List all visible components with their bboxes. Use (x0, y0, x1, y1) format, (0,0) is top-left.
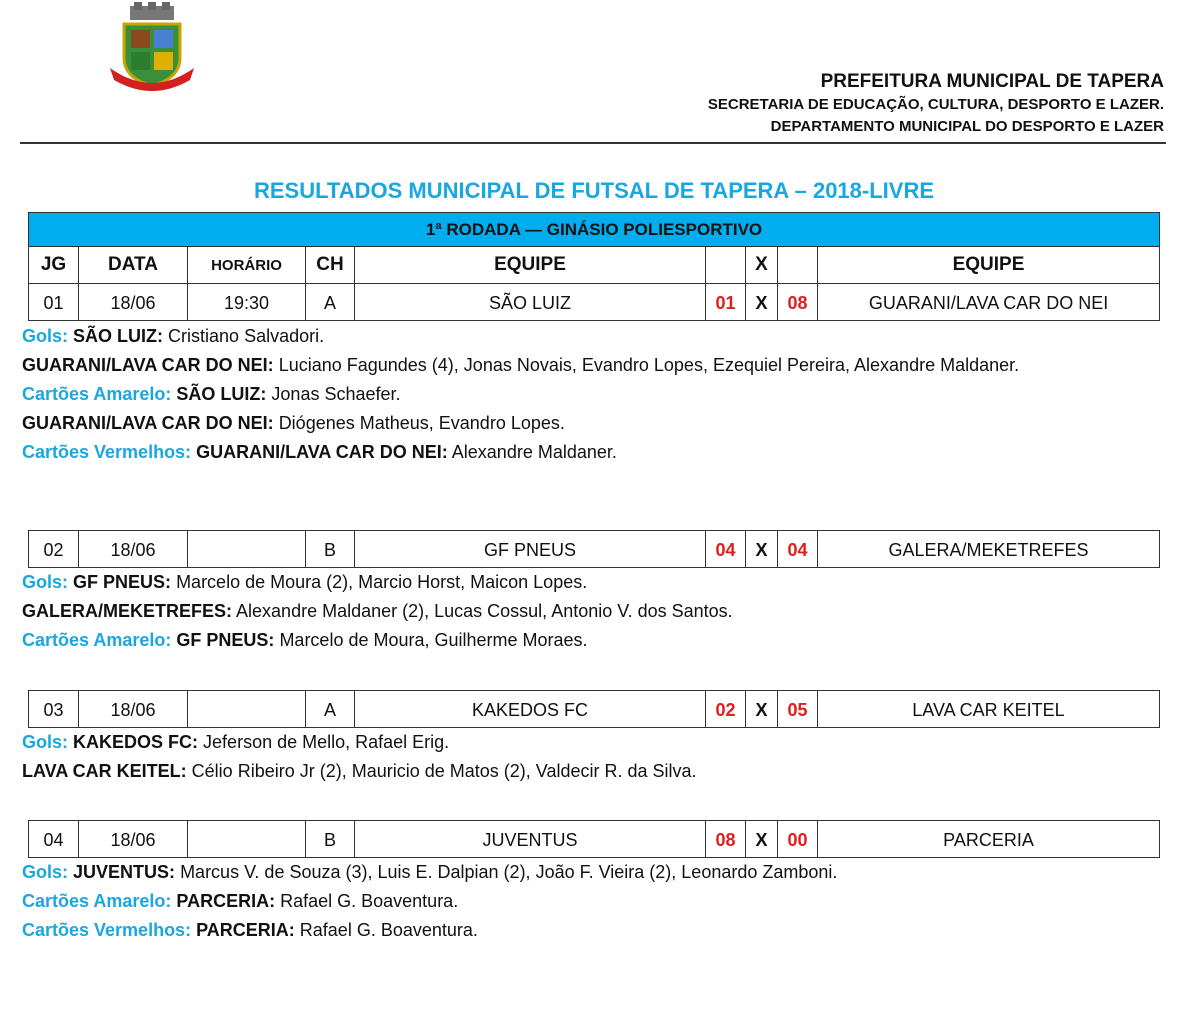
game-number: 03 (29, 691, 79, 728)
game-time (188, 531, 306, 568)
game-group: A (306, 691, 355, 728)
game-number: 01 (29, 284, 79, 321)
game-group: B (306, 531, 355, 568)
note-line: Cartões Amarelo: GF PNEUS: Marcelo de Moura, Guilherme Moraes. (22, 630, 588, 650)
note-line: Cartões Vermelhos: PARCERIA: Rafael G. Boaventura. (22, 920, 478, 940)
note-line: Gols: JUVENTUS: Marcus V. de Souza (3), Luis E. Dalpian (2), João F. Vieira (2), Leonardo Zamboni. (22, 862, 838, 882)
table-row (29, 691, 1160, 728)
versus: X (746, 691, 778, 728)
home-score: 01 (706, 284, 746, 321)
org-name: PREFEITURA MUNICIPAL DE TAPERA (820, 71, 1164, 92)
organization-header (708, 70, 1164, 138)
game-3-notes (22, 728, 1162, 786)
header-divider (20, 142, 1166, 144)
home-score: 08 (706, 821, 746, 858)
col-ch: CH (306, 247, 355, 284)
results-table-game-2 (28, 530, 1160, 568)
results-table-game-3 (28, 690, 1160, 728)
note-line: GUARANI/LAVA CAR DO NEI: Luciano Fagundes (4), Jonas Novais, Evandro Lopes, Ezequiel Pereira, Alexandre Maldaner. (22, 355, 1020, 375)
home-score: 02 (706, 691, 746, 728)
table-row (29, 821, 1160, 858)
note-line: GALERA/MEKETREFES: Alexandre Maldaner (2), Lucas Cossul, Antonio V. dos Santos. (22, 601, 733, 621)
home-team: KAKEDOS FC (355, 691, 706, 728)
away-score: 05 (778, 691, 818, 728)
table-row (29, 284, 1160, 321)
col-data: DATA (79, 247, 188, 284)
game-date: 18/06 (79, 284, 188, 321)
game-time: 19:30 (188, 284, 306, 321)
game-number: 02 (29, 531, 79, 568)
col-jg: JG (29, 247, 79, 284)
away-score: 00 (778, 821, 818, 858)
col-x: X (746, 247, 778, 284)
note-line: Cartões Amarelo: SÃO LUIZ: Jonas Schaefer. (22, 384, 401, 404)
results-table-game-1 (28, 212, 1160, 321)
away-score: 04 (778, 531, 818, 568)
page-title: RESULTADOS MUNICIPAL DE FUTSAL DE TAPERA – 2018-LIVRE (253, 178, 935, 203)
game-4-notes (22, 858, 1162, 945)
note-line: LAVA CAR KEITEL: Célio Ribeiro Jr (2), Mauricio de Matos (2), Valdecir R. da Silva. (22, 761, 697, 781)
game-2-notes (22, 568, 1162, 655)
col-equipe-away: EQUIPE (818, 247, 1160, 284)
away-team: GUARANI/LAVA CAR DO NEI (818, 284, 1160, 321)
game-time (188, 691, 306, 728)
game-group: A (306, 284, 355, 321)
note-line: GUARANI/LAVA CAR DO NEI: Diógenes Matheus, Evandro Lopes. (22, 413, 565, 433)
round-banner: 1ª RODADA — GINÁSIO POLIESPORTIVO (29, 213, 1160, 247)
game-time (188, 821, 306, 858)
note-line: Gols: SÃO LUIZ: Cristiano Salvadori. (22, 326, 325, 346)
versus: X (746, 284, 778, 321)
game-date: 18/06 (79, 821, 188, 858)
col-horario: HORÁRIO (188, 247, 306, 284)
org-secretariat: SECRETARIA DE EDUCAÇÃO, CULTURA, DESPORTO E LAZER. (707, 96, 1164, 113)
home-team: JUVENTUS (355, 821, 706, 858)
away-team: LAVA CAR KEITEL (818, 691, 1160, 728)
home-team: SÃO LUIZ (355, 284, 706, 321)
note-line: Cartões Vermelhos: GUARANI/LAVA CAR DO NEI: Alexandre Maldaner. (22, 442, 617, 462)
org-department: DEPARTAMENTO MUNICIPAL DO DESPORTO E LAZER (770, 118, 1164, 135)
away-team: GALERA/MEKETREFES (818, 531, 1160, 568)
note-line: Cartões Amarelo: PARCERIA: Rafael G. Boaventura. (22, 891, 459, 911)
results-table-game-4 (28, 820, 1160, 858)
col-equipe-home: EQUIPE (355, 247, 706, 284)
game-date: 18/06 (79, 691, 188, 728)
note-line: Gols: KAKEDOS FC: Jeferson de Mello, Rafael Erig. (22, 732, 450, 752)
col-away-score (778, 247, 818, 284)
home-team: GF PNEUS (355, 531, 706, 568)
versus: X (746, 531, 778, 568)
game-date: 18/06 (79, 531, 188, 568)
col-home-score (706, 247, 746, 284)
game-1-notes (22, 322, 1162, 467)
home-score: 04 (706, 531, 746, 568)
game-group: B (306, 821, 355, 858)
table-row (29, 531, 1160, 568)
away-team: PARCERIA (818, 821, 1160, 858)
coat-of-arms-logo (104, 2, 200, 94)
table-header-row (29, 247, 1160, 284)
note-line: Gols: GF PNEUS: Marcelo de Moura (2), Marcio Horst, Maicon Lopes. (22, 572, 588, 592)
versus: X (746, 821, 778, 858)
away-score: 08 (778, 284, 818, 321)
game-number: 04 (29, 821, 79, 858)
